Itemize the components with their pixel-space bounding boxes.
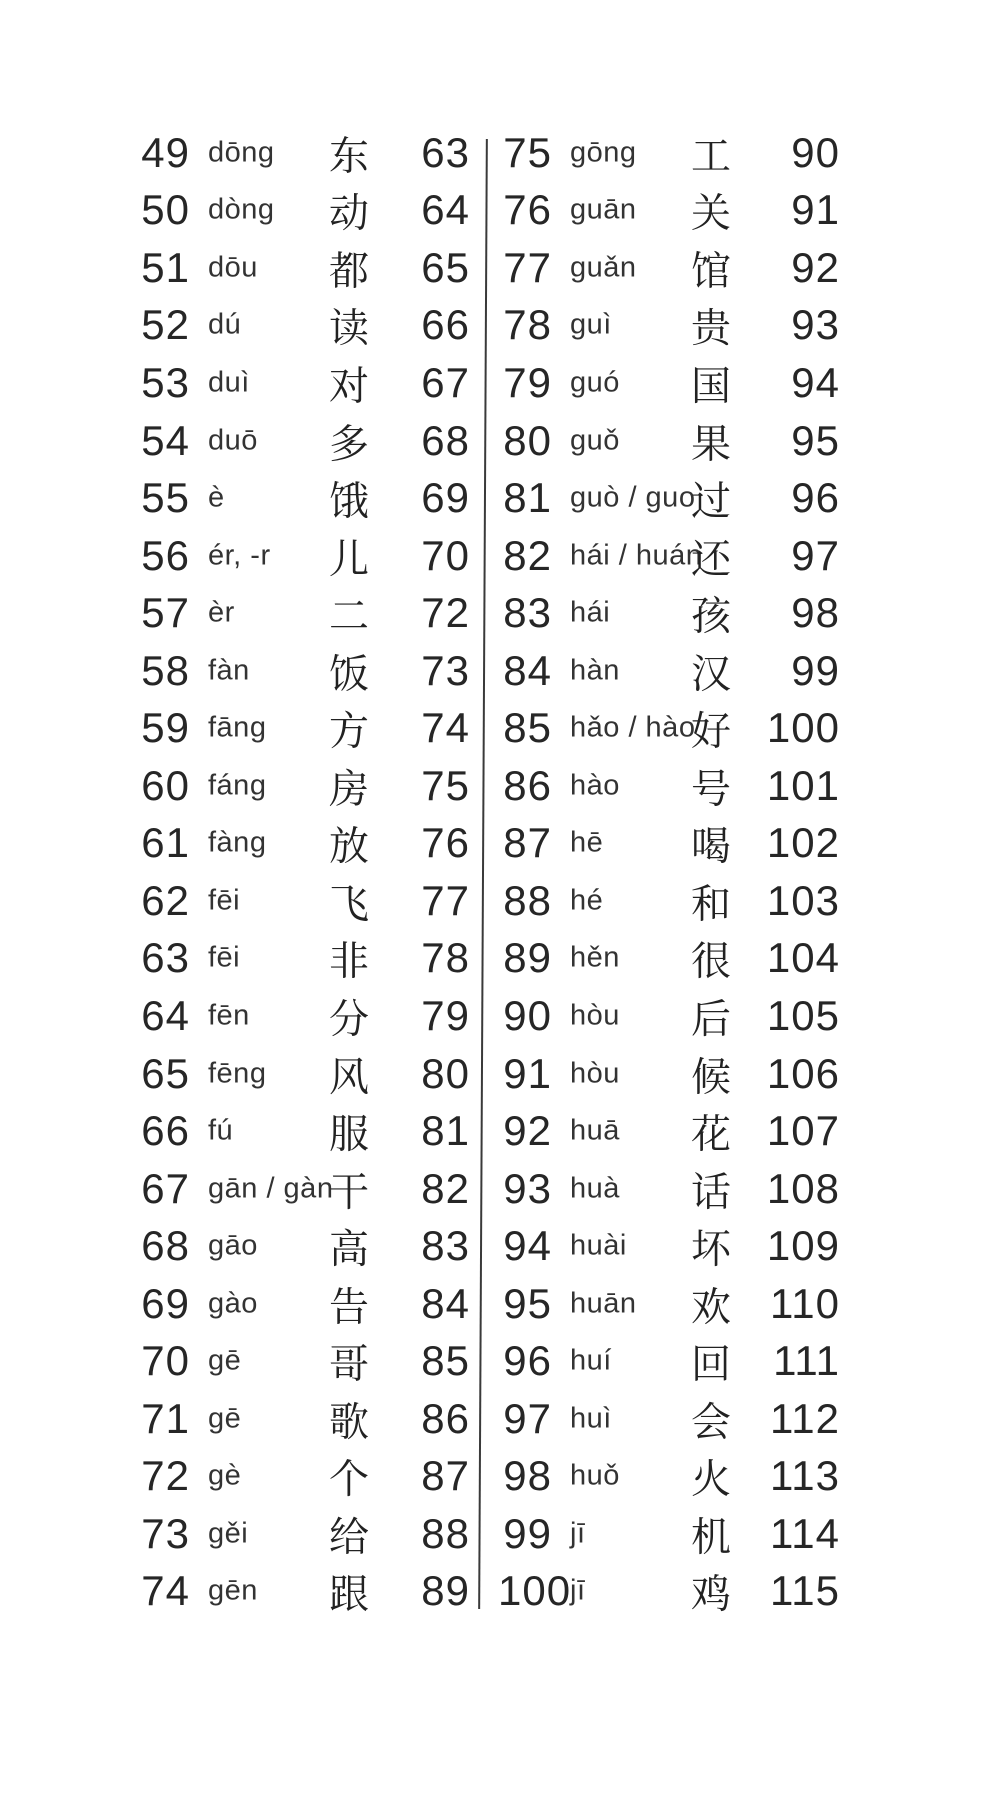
entry-page-number: 69: [421, 474, 470, 522]
entry-page-number: 98: [791, 589, 840, 637]
index-row: [136, 124, 470, 182]
index-column-right: [498, 124, 840, 1620]
entry-pinyin: guǒ: [570, 424, 620, 456]
entry-hanzi: 风: [329, 1054, 369, 1100]
entry-page-number: 63: [421, 128, 470, 176]
entry-hanzi: 饿: [329, 478, 369, 524]
entry-hanzi: 个: [329, 1456, 369, 1502]
index-row: [136, 1390, 470, 1448]
entry-page-number: 95: [791, 416, 840, 464]
entry-page-number: 80: [421, 1049, 470, 1097]
entry-hanzi: 喝: [691, 823, 731, 869]
entry-number: 81: [503, 474, 552, 522]
entry-number: 95: [503, 1279, 552, 1327]
entry-pinyin: guó: [570, 366, 620, 399]
entry-hanzi: 孩: [691, 593, 731, 639]
index-row: [136, 1275, 470, 1333]
index-row: [498, 1217, 840, 1275]
entry-hanzi: 会: [691, 1399, 731, 1445]
entry-page-number: 85: [421, 1337, 470, 1385]
entry-page-number: 76: [421, 819, 470, 867]
entry-hanzi: 读: [329, 305, 369, 351]
entry-page-number: 110: [770, 1279, 840, 1327]
entry-number: 75: [503, 128, 552, 176]
entry-page-number: 91: [791, 186, 840, 234]
entry-pinyin: dōng: [208, 136, 275, 169]
index-row: [498, 1102, 840, 1160]
entry-pinyin: gōng: [570, 136, 637, 169]
entry-pinyin: jī: [570, 1574, 586, 1607]
entry-number: 52: [141, 301, 190, 349]
entry-number: 93: [503, 1164, 552, 1212]
index-row: [136, 1332, 470, 1390]
entry-page-number: 113: [770, 1452, 840, 1500]
entry-number: 83: [503, 589, 552, 637]
index-row: [136, 182, 470, 240]
entry-hanzi: 动: [329, 190, 369, 236]
entry-hanzi: 饭: [329, 651, 369, 697]
column-divider-line: [478, 139, 488, 1609]
entry-page-number: 96: [791, 474, 840, 522]
index-row: [498, 930, 840, 988]
index-row: [136, 642, 470, 700]
entry-hanzi: 后: [691, 996, 731, 1042]
entry-hanzi: 欢: [691, 1284, 731, 1330]
entry-pinyin: fēi: [208, 884, 241, 917]
entry-number: 90: [503, 991, 552, 1039]
entry-hanzi: 和: [691, 881, 731, 927]
entry-pinyin: hái / huán: [570, 539, 703, 572]
entry-hanzi: 高: [329, 1226, 369, 1272]
index-row: [498, 1390, 840, 1448]
entry-pinyin: dòng: [208, 193, 275, 226]
entry-number: 97: [503, 1394, 552, 1442]
index-row: [498, 1448, 840, 1506]
index-row: [136, 1045, 470, 1103]
entry-pinyin: huì: [570, 1402, 612, 1435]
entry-number: 71: [141, 1394, 190, 1442]
entry-number: 50: [141, 186, 190, 234]
entry-page-number: 66: [421, 301, 470, 349]
index-row: [136, 469, 470, 527]
entry-pinyin: hěn: [570, 941, 620, 974]
entry-page-number: 103: [766, 876, 840, 924]
entry-number: 63: [141, 934, 190, 982]
entry-hanzi: 贵: [691, 305, 731, 351]
entry-page-number: 81: [421, 1107, 470, 1155]
entry-number: 73: [141, 1509, 190, 1557]
index-row: [498, 1505, 840, 1563]
entry-hanzi: 馆: [691, 248, 731, 294]
entry-number: 91: [503, 1049, 552, 1097]
entry-pinyin: fāng: [208, 711, 267, 744]
entry-number: 94: [503, 1222, 552, 1270]
entry-number: 60: [141, 761, 190, 809]
entry-pinyin: fàng: [208, 826, 267, 859]
entry-page-number: 89: [421, 1567, 470, 1615]
entry-pinyin: huǒ: [570, 1459, 620, 1492]
entry-pinyin: gào: [208, 1287, 258, 1320]
index-row: [498, 527, 840, 585]
entry-number: 66: [141, 1107, 190, 1155]
index-row: [498, 1045, 840, 1103]
entry-number: 68: [141, 1222, 190, 1270]
entry-hanzi: 话: [691, 1169, 731, 1215]
entry-hanzi: 机: [691, 1514, 731, 1560]
entry-hanzi: 儿: [329, 536, 369, 582]
entry-page-number: 83: [421, 1222, 470, 1270]
entry-pinyin: hē: [570, 826, 604, 859]
entry-page-number: 112: [770, 1394, 840, 1442]
entry-pinyin: fēn: [208, 999, 250, 1032]
entry-hanzi: 很: [691, 938, 731, 984]
index-row: [498, 1160, 840, 1218]
index-row: [498, 469, 840, 527]
entry-hanzi: 东: [329, 133, 369, 179]
index-row: [498, 354, 840, 412]
entry-pinyin: gè: [208, 1459, 242, 1492]
entry-pinyin: hàn: [570, 654, 620, 687]
entry-page-number: 75: [421, 761, 470, 809]
entry-pinyin: hòu: [570, 1057, 620, 1090]
entry-hanzi: 哥: [329, 1341, 369, 1387]
entry-page-number: 108: [766, 1164, 840, 1212]
entry-number: 65: [141, 1049, 190, 1097]
entry-pinyin: gāo: [208, 1229, 258, 1262]
entry-number: 98: [503, 1452, 552, 1500]
entry-pinyin: guì: [570, 308, 612, 341]
entry-page-number: 65: [421, 243, 470, 291]
entry-page-number: 93: [791, 301, 840, 349]
entry-page-number: 101: [766, 761, 840, 809]
entry-page-number: 67: [421, 358, 470, 406]
index-row: [136, 872, 470, 930]
entry-pinyin: huí: [570, 1344, 612, 1377]
entry-number: 100: [498, 1567, 572, 1615]
entry-page-number: 86: [421, 1394, 470, 1442]
index-column-left: [136, 124, 470, 1620]
entry-hanzi: 放: [329, 823, 369, 869]
entry-hanzi: 跟: [329, 1571, 369, 1617]
entry-pinyin: duō: [208, 424, 258, 456]
entry-hanzi: 都: [329, 248, 369, 294]
entry-number: 70: [141, 1337, 190, 1385]
entry-hanzi: 号: [691, 766, 731, 812]
index-row: [136, 1160, 470, 1218]
entry-hanzi: 坏: [691, 1226, 731, 1272]
entry-page-number: 114: [770, 1509, 840, 1557]
entry-pinyin: duì: [208, 366, 250, 399]
entry-pinyin: guān: [570, 193, 637, 226]
index-row: [498, 987, 840, 1045]
index-row: [498, 872, 840, 930]
entry-hanzi: 飞: [329, 881, 369, 927]
entry-pinyin: gēn: [208, 1574, 258, 1607]
entry-pinyin: hào: [570, 769, 620, 802]
entry-number: 82: [503, 531, 552, 579]
entry-number: 56: [141, 531, 190, 579]
index-row: [498, 297, 840, 355]
entry-hanzi: 火: [691, 1456, 731, 1502]
entry-pinyin: fáng: [208, 769, 267, 802]
entry-pinyin: huā: [570, 1114, 620, 1147]
entry-pinyin: fēi: [208, 941, 241, 974]
entry-pinyin: fú: [208, 1114, 234, 1147]
entry-hanzi: 二: [329, 593, 369, 639]
entry-pinyin: gān / gàn: [208, 1172, 334, 1205]
entry-pinyin: gē: [208, 1344, 242, 1377]
entry-pinyin: huài: [570, 1229, 627, 1262]
entry-pinyin: gěi: [208, 1517, 249, 1550]
entry-number: 88: [503, 876, 552, 924]
index-row: [498, 1275, 840, 1333]
entry-pinyin: fàn: [208, 654, 250, 687]
entry-page-number: 90: [791, 128, 840, 176]
index-row: [498, 699, 840, 757]
entry-hanzi: 多: [329, 421, 369, 466]
entry-number: 64: [141, 991, 190, 1039]
entry-hanzi: 回: [691, 1341, 731, 1387]
entry-hanzi: 鸡: [691, 1571, 731, 1617]
entry-pinyin: ér, -r: [208, 539, 271, 572]
entry-pinyin: hé: [570, 884, 604, 917]
entry-hanzi: 果: [691, 421, 731, 466]
index-row: [136, 1563, 470, 1621]
entry-page-number: 70: [421, 531, 470, 579]
entry-number: 77: [503, 243, 552, 291]
entry-page-number: 106: [766, 1049, 840, 1097]
entry-pinyin: huà: [570, 1172, 620, 1205]
entry-number: 86: [503, 761, 552, 809]
index-row: [136, 412, 470, 470]
entry-page-number: 88: [421, 1509, 470, 1557]
index-row: [136, 815, 470, 873]
entry-hanzi: 告: [329, 1284, 369, 1330]
entry-page-number: 107: [766, 1107, 840, 1155]
entry-pinyin: dōu: [208, 251, 258, 284]
entry-pinyin: è: [208, 481, 225, 514]
entry-number: 55: [141, 474, 190, 522]
entry-hanzi: 过: [691, 478, 731, 524]
entry-hanzi: 工: [691, 133, 731, 179]
entry-pinyin: huān: [570, 1287, 637, 1320]
entry-number: 54: [141, 416, 190, 464]
index-row: [136, 1102, 470, 1160]
entry-number: 76: [503, 186, 552, 234]
entry-number: 67: [141, 1164, 190, 1212]
entry-hanzi: 给: [329, 1514, 369, 1560]
entry-page-number: 84: [421, 1279, 470, 1327]
entry-hanzi: 候: [691, 1054, 731, 1100]
entry-page-number: 73: [421, 646, 470, 694]
entry-number: 92: [503, 1107, 552, 1155]
index-row: [136, 987, 470, 1045]
index-row: [136, 699, 470, 757]
entry-pinyin: guò / guo: [570, 481, 696, 514]
entry-pinyin: dú: [208, 308, 242, 341]
entry-hanzi: 汉: [691, 651, 731, 697]
entry-pinyin: hòu: [570, 999, 620, 1032]
index-row: [136, 930, 470, 988]
entry-hanzi: 国: [691, 363, 731, 409]
entry-page-number: 102: [766, 819, 840, 867]
index-row: [498, 412, 840, 470]
entry-hanzi: 好: [691, 708, 731, 754]
entry-page-number: 115: [770, 1567, 840, 1615]
entry-page-number: 100: [766, 704, 840, 752]
entry-page-number: 94: [791, 358, 840, 406]
entry-number: 87: [503, 819, 552, 867]
entry-pinyin: jī: [570, 1517, 586, 1550]
entry-hanzi: 干: [329, 1169, 369, 1215]
index-row: [498, 182, 840, 240]
entry-page-number: 68: [421, 416, 470, 464]
entry-page-number: 105: [766, 991, 840, 1039]
entry-pinyin: hǎo / hào: [570, 711, 696, 744]
entry-number: 89: [503, 934, 552, 982]
entry-page-number: 72: [421, 589, 470, 637]
entry-number: 62: [141, 876, 190, 924]
entry-hanzi: 歌: [329, 1399, 369, 1445]
entry-pinyin: èr: [208, 596, 235, 629]
entry-number: 53: [141, 358, 190, 406]
entry-hanzi: 房: [329, 766, 369, 812]
entry-number: 80: [503, 416, 552, 464]
entry-number: 58: [141, 646, 190, 694]
entry-page-number: 77: [421, 876, 470, 924]
index-row: [498, 124, 840, 182]
entry-number: 99: [503, 1509, 552, 1557]
entry-number: 59: [141, 704, 190, 752]
entry-hanzi: 还: [691, 536, 731, 582]
index-row: [498, 1332, 840, 1390]
entry-hanzi: 分: [329, 996, 369, 1042]
index-row: [136, 584, 470, 642]
entry-page-number: 109: [766, 1222, 840, 1270]
index-row: [136, 757, 470, 815]
entry-number: 79: [503, 358, 552, 406]
entry-page-number: 78: [421, 934, 470, 982]
entry-hanzi: 对: [329, 363, 369, 409]
index-row: [498, 239, 840, 297]
entry-pinyin: fēng: [208, 1057, 267, 1090]
entry-page-number: 87: [421, 1452, 470, 1500]
index-row: [498, 584, 840, 642]
index-row: [498, 757, 840, 815]
entry-number: 84: [503, 646, 552, 694]
entry-hanzi: 服: [329, 1111, 369, 1157]
index-row: [136, 297, 470, 355]
entry-page-number: 97: [791, 531, 840, 579]
entry-number: 61: [141, 819, 190, 867]
entry-page-number: 64: [421, 186, 470, 234]
entry-page-number: 104: [766, 934, 840, 982]
entry-pinyin: gē: [208, 1402, 242, 1435]
entry-pinyin: hái: [570, 596, 611, 629]
entry-page-number: 92: [791, 243, 840, 291]
index-row: [136, 1505, 470, 1563]
entry-number: 72: [141, 1452, 190, 1500]
index-row: [136, 527, 470, 585]
index-row: [498, 642, 840, 700]
entry-page-number: 74: [421, 704, 470, 752]
index-row: [136, 1448, 470, 1506]
entry-hanzi: 关: [691, 190, 731, 236]
entry-pinyin: guǎn: [570, 251, 637, 284]
entry-page-number: 99: [791, 646, 840, 694]
entry-number: 74: [141, 1567, 190, 1615]
entry-number: 57: [141, 589, 190, 637]
index-row: [136, 354, 470, 412]
entry-hanzi: 花: [691, 1111, 731, 1157]
index-row: [136, 239, 470, 297]
entry-number: 51: [141, 243, 190, 291]
entry-page-number: 111: [773, 1337, 840, 1385]
entry-page-number: 82: [421, 1164, 470, 1212]
index-row: [498, 1563, 840, 1621]
entry-number: 78: [503, 301, 552, 349]
index-row: [498, 815, 840, 873]
index-row: [136, 1217, 470, 1275]
entry-number: 49: [141, 128, 190, 176]
entry-number: 69: [141, 1279, 190, 1327]
entry-hanzi: 非: [329, 938, 369, 984]
entry-page-number: 79: [421, 991, 470, 1039]
entry-number: 96: [503, 1337, 552, 1385]
entry-number: 85: [503, 704, 552, 752]
entry-hanzi: 方: [329, 708, 369, 754]
